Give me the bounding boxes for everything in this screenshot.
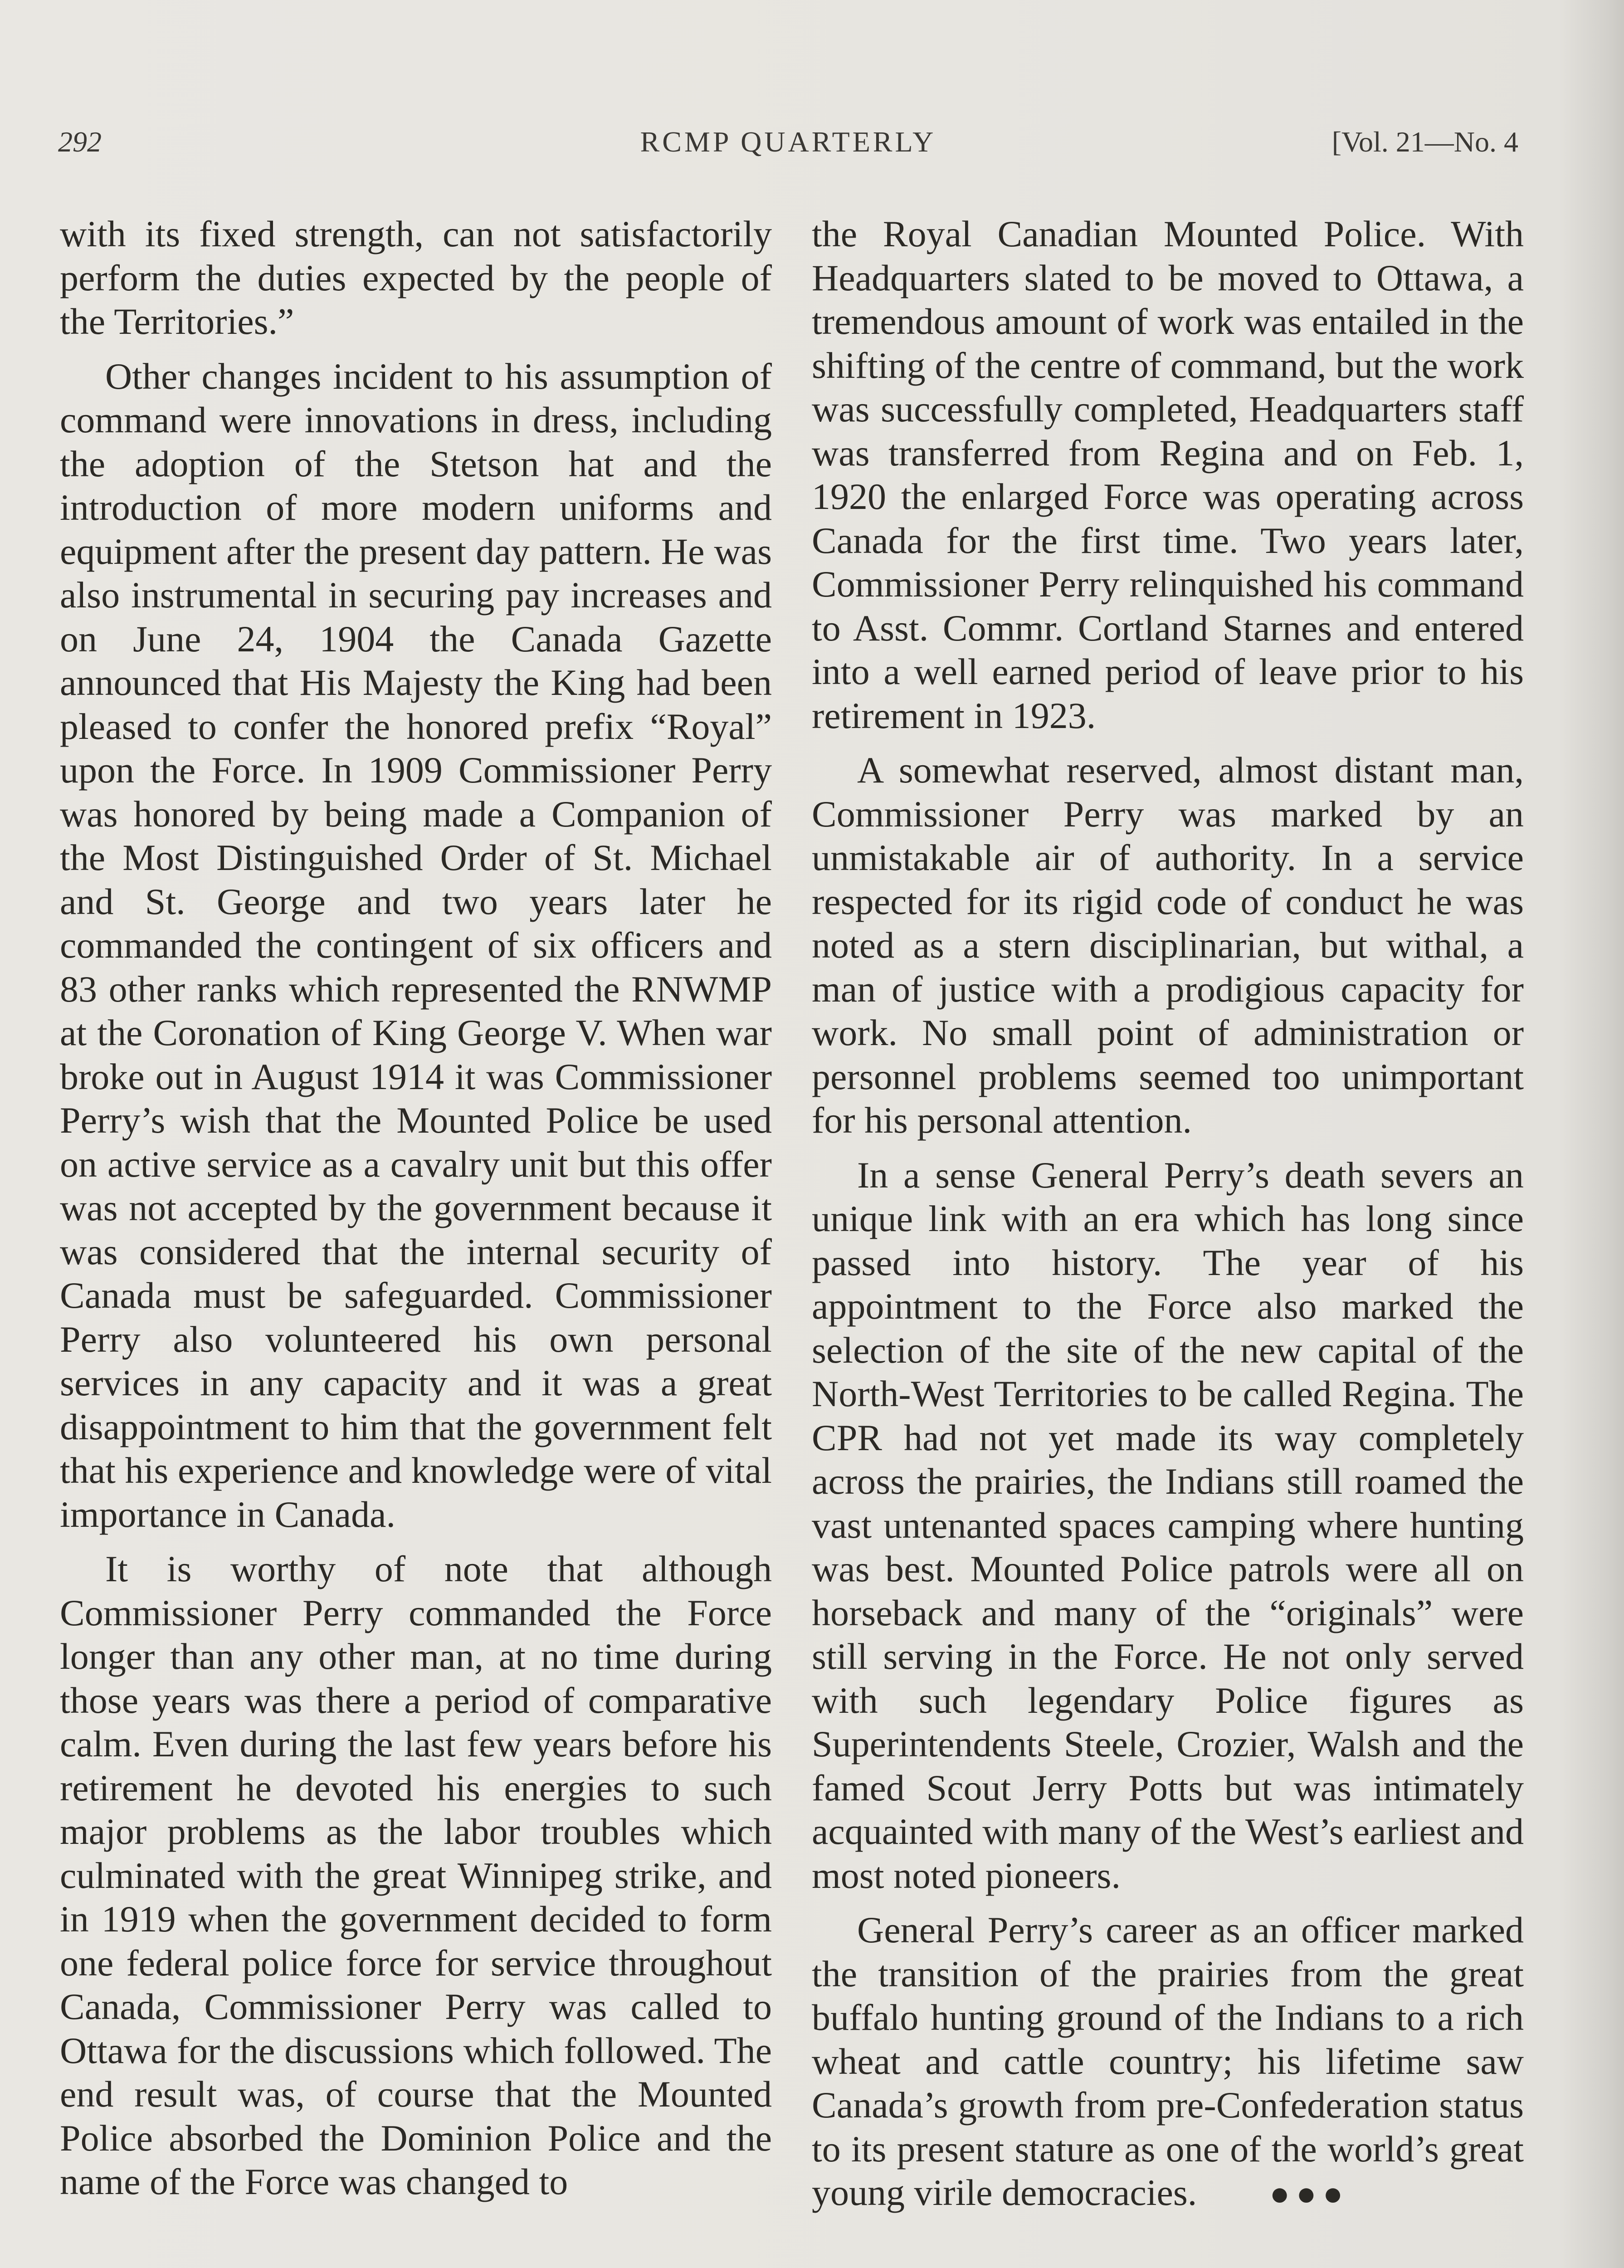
running-header (58, 122, 1518, 162)
page-number: 292 (58, 126, 102, 158)
paragraph: with its fixed strength, can not satisfactorily perform the duties expected by the people of the Territories.” (60, 213, 772, 342)
journal-title: RCMP QUARTERLY (640, 126, 936, 158)
paragraph: Other changes incident to his assumption of command were innovations in dress, including the adoption of the Stetson hat and the introduction of more modern uniforms and equipment after the present day pattern. He was also instrumental in securing pay increases and on June 24, 1904 the Canada Gazette announced that His Majesty the King had been pleased to confer the honored prefix “Royal” upon the Force. In 1909 Commissioner Perry was honored by being made a Companion of the Most Distinguished Order of St. Michael and St. George and two years later he commanded the contingent of six officers and 83 other ranks which represented the RNWMP at the Coronation of King George V. When war broke out in August 1914 it was Commissioner Perry’s wish that the Mounted Police be used on active service as a cavalry unit but this offer was not accepted by the government because it was considered that the internal security of Canada must be safeguarded. Commissioner Perry also volunteered his own personal services in any capacity and it was a great disappointment to him that the government felt that his experience and knowledge were of vital importance in Canada. (60, 355, 772, 1535)
left-column (60, 212, 772, 2215)
paragraph: the Royal Canadian Mounted Police. With Headquarters slated to be moved to Ottawa, a tremendous amount of work was entailed in the shifting of the centre of command, but the work was successfully completed, Headquarters staff was transferred from Regina and on Feb. 1, 1920 the enlarged Force was operating across Canada for the first time. Two years later, Commissioner Perry relinquished his command to Asst. Commr. Cortland Starnes and entered into a well earned period of leave prior to his retirement in 1923. (812, 213, 1524, 736)
end-of-article-bullets: ●●● (1269, 2175, 1350, 2213)
paragraph: A somewhat reserved, almost distant man, Commissioner Perry was marked by an unmistakable air of authority. In a service respected for its rigid code of conduct he was noted as a stern disciplinarian, but withal, a man of justice with a prodigious capacity for work. No small point of administration or personnel problems seemed too unimportant for his personal attention. (812, 749, 1524, 1141)
right-column (812, 212, 1524, 2227)
paragraph: It is worthy of note that although Commissioner Perry commanded the Force longer than any other man, at no time during those years was there a period of comparative calm. Even during the last few years before his retirement he devoted his energies to such major problems as the labor troubles which culminated with the great Winnipeg strike, and in 1919 when the government decided to form one federal police force for service throughout Canada, Commissioner Perry was called to Ottawa for the discussions which followed. The end result was, of course that the Mounted Police absorbed the Dominion Police and the name of the Force was changed to (60, 1548, 772, 2202)
paragraph-text: General Perry’s career as an officer marked the transition of the prairies from the great buffalo hunting ground of the Indians to a rich wheat and cattle country; his lifetime saw Canada’s growth from pre-Confederation status to its present stature as one of the world’s great young virile democracies. (812, 1909, 1524, 2213)
final-paragraph (812, 1908, 1524, 2216)
paragraph: In a sense General Perry’s death severs an unique link with an era which has long since passed into history. The year of his appointment to the Force also marked the selection of the site of the new capital of the North-West Territories to be called Regina. The CPR had not yet made its way completely across the prairies, the Indians still roamed the vast untenanted spaces camping where hunting was best. Mounted Police patrols were all on horseback and many of the “originals” were still serving in the Force. He not only served with such legendary Police figures as Superintendents Steele, Crozier, Walsh and the famed Scout Jerry Potts but was intimately acquainted with many of the West’s earliest and most noted pioneers. (812, 1154, 1524, 1896)
volume-issue: [Vol. 21—No. 4 (1331, 126, 1518, 158)
